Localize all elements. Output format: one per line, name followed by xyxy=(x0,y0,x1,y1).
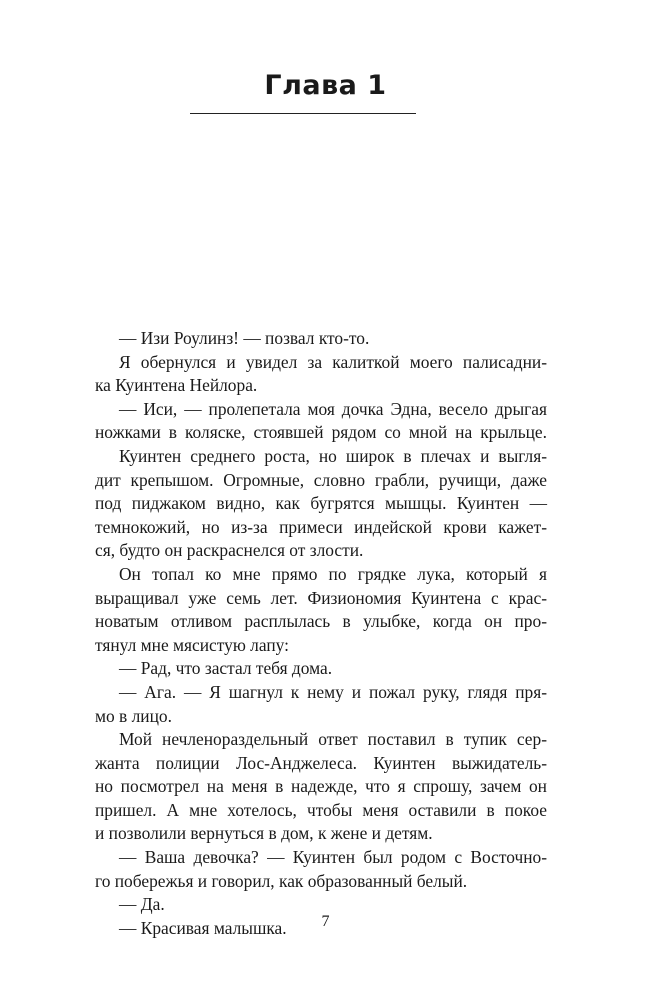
text-line: темнокожий, но из-за примеси индейской крови кажет- xyxy=(95,516,547,537)
text-line: — Ваша девочка? — Куинтен был родом с Восточно- xyxy=(119,847,547,868)
text-line: дит крепышом. Огромные, словно грабли, ручищи, даже xyxy=(95,469,547,490)
text-line: Куинтен среднего роста, но широк в плечах и выгля- xyxy=(119,445,547,466)
text-line: — Изи Роулинз! — позвал кто-то. xyxy=(119,328,370,348)
text-line: под пиджаком видно, как бугрятся мышцы. Куинтен — xyxy=(95,493,547,514)
text-line: ся, будто он раскраснелся от злости. xyxy=(95,540,364,561)
text-line: выращивал уже семь лет. Физиономия Куинтена с крас- xyxy=(95,587,547,608)
text-line: мо в лицо. xyxy=(95,705,172,726)
text-line: — Иси, — пролепетала моя дочка Эдна, весело дрыгая xyxy=(119,398,547,419)
chapter-body xyxy=(95,327,547,940)
text-line: го побережья и говорил, как образованный белый. xyxy=(95,870,468,891)
text-line: — Красивая малышка. xyxy=(119,917,287,938)
text-line: — Рад, что застал тебя дома. xyxy=(119,658,333,679)
text-line: но посмотрел на меня в надежде, что я спрошу, зачем он xyxy=(95,776,547,797)
text-line: — Ага. — Я шагнул к нему и пожал руку, глядя пря- xyxy=(119,681,547,702)
text-line: Я обернулся и увидел за калиткой моего палисадни- xyxy=(119,351,547,372)
title-underline xyxy=(190,113,416,114)
chapter-title: Глава 1 xyxy=(264,70,387,101)
text-line: ка Куинтена Нейлора. xyxy=(95,375,258,396)
text-line: Мой нечленораздельный ответ поставил в тупик сер- xyxy=(119,729,547,750)
text-line: — Да. xyxy=(119,894,165,915)
text-line: жанта полиции Лос-Анджелеса. Куинтен выжидатель- xyxy=(95,752,547,773)
text-line: новатым отливом расплылась в улыбке, когда он про- xyxy=(95,611,547,632)
text-line: Он топал ко мне прямо по грядке лука, который я xyxy=(119,563,547,584)
text-line: ножками в коляске, стоявшей рядом со мной на крыльце. xyxy=(95,422,547,443)
text-line: пришел. А мне хотелось, чтобы меня оставили в покое xyxy=(95,799,547,820)
text-line: тянул мне мясистую лапу: xyxy=(95,634,289,655)
text-line: и позволили вернуться в дом, к жене и детям. xyxy=(95,823,433,844)
page-number: 7 xyxy=(321,913,330,930)
